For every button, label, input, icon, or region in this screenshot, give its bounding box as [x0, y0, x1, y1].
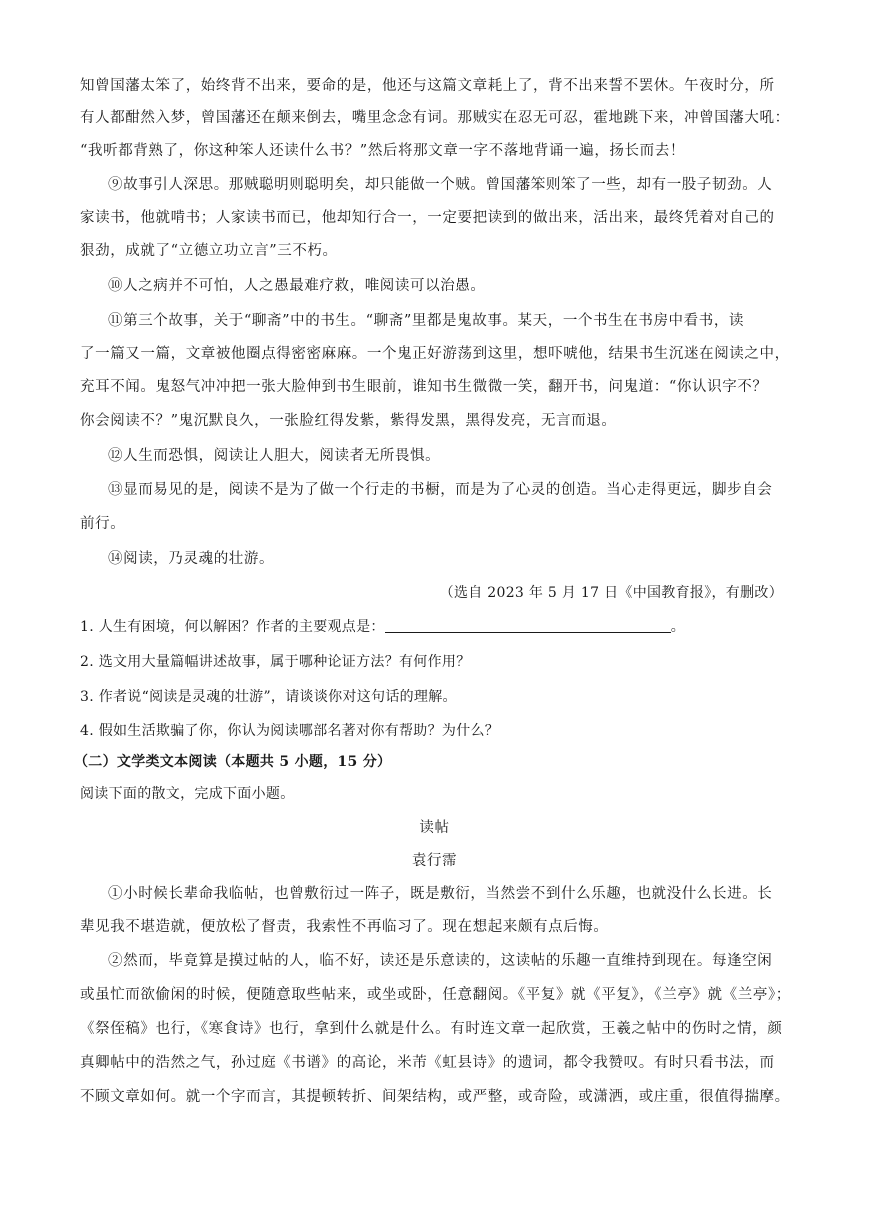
paragraph-line: 狠劲，成就了“立德立功立言”三不朽。 — [80, 243, 338, 259]
paragraph-line: 辈见我不堪造就，便放松了督责，我索性不再临习了。现在想起来颇有点后悔。 — [80, 919, 609, 935]
paragraph-line: 知曾国藩太笨了，始终背不出来，要命的是，他还与这篇文章耗上了，背不出来誓不罢休。午夜时分，所 — [80, 78, 775, 94]
reading-instruction: 阅读下面的散文，完成下面小题。 — [80, 786, 295, 802]
question-3: 3. 作者说“阅读是灵魂的壮游”，请谈谈你对这句话的理解。 — [80, 689, 457, 705]
paragraph-line: 或虽忙而欲偷闲的时候，便随意取些帖来，或坐或卧，任意翻阅。《平复》就《平复》，《兰亭》就《兰亭》； — [80, 987, 791, 1003]
paragraph-line: 你会阅读不？”鬼沉默良久，一张脸红得发紫，紫得发黑，黑得发亮，无言而退。 — [80, 413, 617, 429]
essay-title: 读帖 — [419, 820, 450, 836]
paragraph-line: 前行。 — [80, 516, 126, 532]
paragraph-10: ⑩人之病并不可怕，人之愚最难疗救，唯阅读可以治愚。 — [108, 278, 486, 294]
paragraph-14: ⑭阅读，乃灵魂的壮游。 — [108, 551, 275, 567]
question-2: 2. 选文用大量篇幅讲述故事，属于哪种论证方法？有何作用？ — [80, 654, 471, 670]
paragraph-line: 家读书，他就啃书；人家读书而已，他却知行合一，一定要把读到的做出来，活出来，最终凭着对自己的 — [80, 210, 775, 226]
paragraph-12: ⑫人生而恐惧，阅读让人胆大，阅读者无所畏惧。 — [108, 448, 441, 464]
question-1 — [80, 617, 685, 637]
source-citation: （选自 2023 年 5 月 17 日《中国教育报》，有删改） — [439, 585, 783, 601]
paragraph-line: 有人都酣然入梦，曾国藩还在颠来倒去，嘴里念念有词。那贼实在忍无可忍，霍地跳下来，冲曾国藩大吼： — [80, 110, 790, 126]
question-1-text: 1. 人生有困境，何以解困？作者的主要观点是： — [80, 619, 385, 635]
essay-paragraph-2: ②然而，毕竟算是摸过帖的人，临不好，读还是乐意读的，这读帖的乐趣一直维持到现在。每逢空闲 — [108, 953, 773, 969]
question-1-end: 。 — [670, 619, 686, 635]
section-heading: （二）文学类文本阅读（本题共 5 小题，15 分） — [74, 754, 392, 770]
answer-blank[interactable] — [385, 618, 671, 633]
paragraph-line: 真卿帖中的浩然之气，孙过庭《书谱》的高论，米芾《虹县诗》的遗词，都令我赞叹。有时只看书法，而 — [80, 1055, 775, 1071]
essay-author: 袁行霈 — [411, 853, 458, 869]
paragraph-line: 《祭侄稿》也行，《寒食诗》也行，拿到什么就是什么。有时连文章一起欣赏，王羲之帖中的伤时之情，颜 — [80, 1021, 783, 1037]
paragraph-line: 了一篇又一篇，文章被他圈点得密密麻麻。一个鬼正好游荡到这里，想吓唬他，结果书生沉迷在阅读之中， — [80, 346, 790, 362]
question-4: 4. 假如生活欺骗了你，你认为阅读哪部名著对你有帮助？为什么？ — [80, 723, 500, 739]
paragraph-11: ⑪第三个故事，关于“聊斋”中的书生。“聊斋”里都是鬼故事。某天，一个书生在书房中看书，读 — [108, 313, 745, 329]
paragraph-line: 充耳不闻。鬼怒气冲冲把一张大脸伸到书生眼前，谁知书生微微一笑，翻开书，问鬼道：“你认识字不？ — [80, 379, 768, 395]
paragraph-13: ⑬显而易见的是，阅读不是为了做一个行走的书橱，而是为了心灵的创造。当心走得更远，脚步自会 — [108, 482, 773, 498]
paragraph-line: 不顾文章如何。就一个字而言，其提顿转折、间架结构，或严整，或奇险，或潇洒，或庄重，很值得揣摩。 — [80, 1089, 790, 1105]
essay-paragraph-1: ①小时候长辈命我临帖，也曾敷衍过一阵子，既是敷衍，当然尝不到什么乐趣，也就没什么长进。长 — [108, 886, 773, 902]
paragraph-line: “我听都背熟了，你这种笨人还读什么书？”然后将那文章一字不落地背诵一遍，扬长而去！ — [80, 143, 685, 159]
paragraph-9: ⑨故事引人深思。那贼聪明则聪明矣，却只能做一个贼。曾国藩笨则笨了一些，却有一股子韧劲。人 — [108, 177, 773, 193]
